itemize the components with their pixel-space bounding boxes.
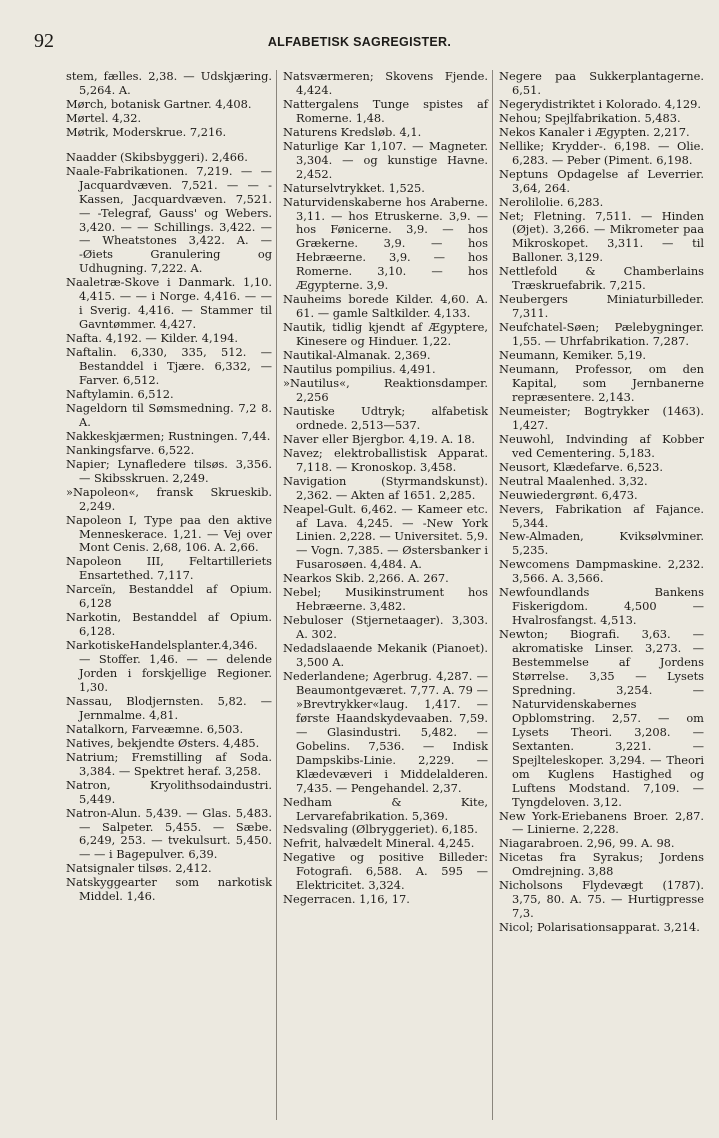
index-entry: Nattergalens Tunge spistes af Romerne. 1,48.	[283, 96, 492, 125]
index-entry: Nankingsfarve. 6,522.	[66, 442, 195, 457]
index-entry: Naturens Kredsløb. 4,1.	[283, 124, 422, 139]
index-entry: Nicetas fra Syrakus; Jordens Omdrejning. 3,88	[499, 850, 708, 879]
index-entry: Nafta. 4,192. — Kilder. 4,194.	[66, 331, 238, 346]
index-entry: stem, fælles. 2,38. — Udskjæring. 5,264. A.	[66, 69, 276, 97]
index-entry: Neuwiedergrønt. 6,473.	[499, 487, 638, 502]
index-entry: Natrium; Fremstilling af Soda. 3,384. — Spektret heraf. 3,258.	[66, 749, 276, 778]
index-entry: Nederlandene; Agerbrug. 4,287. — Beaumontgeværet. 7,77. A. 79 — »Brevtrykker«laug. 1,417. — første Haandskydevaaben. 7,59. — Glasindustri. 5,482. — Gobelins. 7,536. — Indisk Dampskibs-Linie. 2,229. — Klædevæveri i Middelalderen. 7,435. — Pengehandel. 2,37.	[283, 668, 492, 795]
index-entry: Naver eller Bjergbor. 4,19. A. 18.	[283, 431, 475, 446]
index-entry: Nedadslaaende Mekanik (Pianoet). 3,500 A.	[283, 641, 492, 670]
index-entry: Niagarabroen. 2,96, 99. A. 98.	[499, 836, 675, 851]
index-entry: Narkotin, Bestanddel af Opium. 6,128.	[66, 610, 276, 639]
index-entry: Naadder (Skibsbyggeri). 2,466.	[66, 149, 248, 164]
index-entry: Newton; Biografi. 3,63. — akromatiske Linser. 3,273. — Bestemmelse af Jordens Størrelse. 3,35 — Lysets Spredning. 3,254. — Naturvidenskabernes Opblomstring. 2,57. — om Lysets Theori. 3,208. — Sextanten. 3,221. — Spejlteleskoper. 3,294. — Theori om Kuglens Hastighed og Luftens Modstand. 7,109. — Tyngdeloven. 3,12.	[499, 627, 708, 809]
index-entry: Møtrik, Moderskrue. 7,216.	[66, 124, 227, 139]
index-entry: Mørch, botanisk Gartner. 4,408.	[66, 96, 252, 111]
index-entry: Nefrit, halvædelt Mineral. 4,245.	[283, 836, 475, 851]
index-entry: Natsværmeren; Skovens Fjende. 4,424.	[283, 69, 492, 97]
index-entry: Nakkeskjærmen; Rustningen. 7,44.	[66, 428, 271, 443]
index-entry: Nicholsons Flydevægt (1787). 3,75, 80. A. 75. — Hurtigpresse 7,3.	[499, 878, 708, 921]
index-entry: Nehou; Spejlfabrikation. 5,483.	[499, 110, 681, 125]
index-column-3	[492, 70, 708, 1120]
index-entry: »Nautilus«, Reaktionsdamper. 2,256	[283, 375, 492, 404]
index-entry: Napier; Lynafledere tilsøs. 3,356. — Skibsskruen. 2,249.	[66, 456, 276, 485]
index-entry: Natives, bekjendte Østers. 4,485.	[66, 735, 260, 750]
index-entry: Newcomens Dampmaskine. 2,232. 3,566. A. 3,566.	[499, 557, 708, 586]
index-entry: Neumann, Professor, om den Kapital, som Jernbanerne repræsentere. 2,143.	[499, 362, 708, 404]
index-entry: Natron-Alun. 5,439. — Glas. 5,483. — Salpeter. 5,455. — Sæbe. 6,249, 253. — tvekulsurt. 5,450. — — i Bagepulver. 6,39.	[66, 805, 276, 862]
index-entry: Nauheims borede Kilder. 4,60. A. 61. — gamle Saltkilder. 4,133.	[283, 292, 492, 321]
index-entry: Nautilus pompilius. 4,491.	[283, 362, 436, 377]
index-entry: Negative og positive Billeder: Fotografi. 6,588. A. 595 — Elektricitet. 3,324.	[283, 850, 492, 893]
index-entry: Naftalin. 6,330, 335, 512. — Bestanddel i Tjære. 6,332, — Farver. 6,512.	[66, 345, 276, 388]
index-entry: »Napoleon«, fransk Skrueskib. 2,249.	[66, 484, 276, 513]
index-entry: Negerracen. 1,16, 17.	[283, 892, 410, 907]
index-entry: Neapel-Gult. 6,462. — Kameer etc. af Lava. 4,245. — -New York Linien. 2,228. — Universitet. 5,9. — Vogn. 7,385. — Østersbanker i Fusarosøen. 4,484. A.	[283, 501, 492, 572]
index-entry: Navigation (Styrmandskunst). 2,362. — Akten af 1651. 2,285.	[283, 473, 492, 502]
page-number: 92	[34, 30, 54, 52]
index-entry: Natsignaler tilsøs. 2,412.	[66, 861, 212, 876]
index-entry: Nautik, tidlig kjendt af Ægyptere, Kinesere og Hinduer. 1,22.	[283, 320, 492, 349]
index-entry: Neuwohl, Indvinding af Kobber ved Cementering. 5,183.	[499, 431, 708, 460]
index-entry: Neumann, Kemiker. 5,19.	[499, 348, 646, 363]
index-entry: Napoleon III, Feltartilleriets Ensartethed. 7,117.	[66, 554, 276, 583]
index-entry: Naturlige Kar 1,107. — Magneter. 3,304. — og kunstige Havne. 2,452.	[283, 138, 492, 181]
index-columns	[60, 70, 708, 1120]
index-entry: Negerydistriktet i Kolorado. 4,129.	[499, 96, 701, 111]
index-entry: Neufchatel-Søen; Pælebygninger. 1,55. — Uhrfabrikation. 7,287.	[499, 320, 708, 349]
index-entry: Nerolilolie. 6,283.	[499, 194, 604, 209]
index-entry: Neutral Maalenhed. 3,32.	[499, 473, 648, 488]
index-entry: Nebel; Musikinstrument hos Hebræerne. 3,482.	[283, 585, 492, 614]
index-entry: Nekos Kanaler i Ægypten. 2,217.	[499, 124, 690, 139]
index-entry: Neusort, Klædefarve. 6,523.	[499, 459, 664, 474]
index-entry: Natron, Kryolithsodaindustri. 5,449.	[66, 777, 276, 806]
index-entry: Natalkorn, Farveæmne. 6,503.	[66, 721, 244, 736]
index-entry: Neptuns Opdagelse af Leverrier. 3,64, 264.	[499, 166, 708, 195]
index-entry: Nageldorn til Sømsmedning. 7,2 8. A.	[66, 400, 276, 429]
index-entry: Naturselvtrykket. 1,525.	[283, 180, 425, 195]
index-entry: Nebuloser (Stjernetaager). 3,303. A. 302.	[283, 613, 492, 642]
index-entry: Mørtel. 4,32.	[66, 110, 142, 125]
index-entry: Napoleon I, Type paa den aktive Menneskerace. 1,21. — Vej over Mont Cenis. 2,68, 106. A. 2,66.	[66, 512, 276, 555]
index-entry: Narceïn, Bestanddel af Opium. 6,128	[66, 582, 276, 611]
index-entry: New-Almaden, Kviksølvminer. 5,235.	[499, 529, 708, 558]
index-entry: Net; Fletning. 7,511. — Hinden (Øjet). 3,266. — Mikrometer paa Mikroskopet. 3,311. — til Balloner. 3,129.	[499, 208, 708, 265]
index-entry: Nautikal-Almanak. 2,369.	[283, 348, 431, 363]
index-entry: Newfoundlands Bankens Fiskerigdom. 4,500 — Hvalrosfangst. 4,513.	[499, 585, 708, 628]
index-entry: Nearkos Skib. 2,266. A. 267.	[283, 571, 449, 586]
index-entry: Naale-Fabrikationen. 7,219. — — Jacquardvæven. 7,521. — — -Kassen, Jacquardvæven. 7,521. — -Telegraf, Gauss' og Webers. 3,420. — — Schillings. 3,422. — — Wheatstones 3,422. A. — -Øiets Granulering og Udhugning. 7,222. A.	[66, 163, 276, 276]
index-entry: Nevers, Fabrikation af Fajance. 5,344.	[499, 501, 708, 530]
index-entry: Nettlefold & Chamberlains Træskruefabrik. 7,215.	[499, 264, 708, 293]
index-entry: Nicol; Polarisationsapparat. 3,214.	[499, 920, 700, 935]
index-entry: Neumeister; Bogtrykker (1463). 1,427.	[499, 403, 708, 432]
index-entry: Nellike; Krydder-. 6,198. — Olie. 6,283. — Peber (Piment. 6,198.	[499, 138, 708, 167]
index-entry: Navez; elektroballistisk Apparat. 7,118. — Kronoskop. 3,458.	[283, 445, 492, 474]
index-entry: NarkotiskeHandelsplanter.4,346. — Stoffer. 1,46. — — delende Jorden i forskjellige Regioner. 1,30.	[66, 638, 276, 694]
index-entry: Nedsvaling (Ølbryggeriet). 6,185.	[283, 822, 478, 837]
index-entry: Natskyggearter som narkotisk Middel. 1,46.	[66, 875, 276, 904]
index-column-2	[276, 70, 492, 1120]
index-entry: Naaletræ-Skove i Danmark. 1,10. 4,415. — — i Norge. 4,416. — — i Sverig. 4,416. — Stammer til Gavntømmer. 4,427.	[66, 275, 276, 332]
index-column-1	[60, 70, 276, 1120]
index-entry: Neubergers Miniaturbilleder. 7,311.	[499, 292, 708, 321]
index-entry: New York-Eriebanens Broer. 2,87. — Linierne. 2,228.	[499, 808, 708, 837]
index-entry: Naftylamin. 6,512.	[66, 386, 174, 401]
index-entry: Negere paa Sukkerplantagerne. 6,51.	[499, 69, 708, 97]
index-entry: Nassau, Blodjernsten. 5,82. — Jernmalme. 4,81.	[66, 693, 276, 722]
running-head: ALFABETISK SAGREGISTER.	[267, 35, 452, 49]
index-entry: Nautiske Udtryk; alfabetisk ordnede. 2,513—537.	[283, 403, 492, 432]
index-entry: Naturvidenskaberne hos Araberne. 3,11. — hos Etruskerne. 3,9. — hos Fønicerne. 3,9. — hos Grækerne. 3,9. — hos Hebræerne. 3,9. — hos Romerne. 3,10. — hos Ægypterne. 3,9.	[283, 194, 492, 293]
index-entry: Nedham & Kite, Lervarefabrikation. 5,369.	[283, 794, 492, 823]
